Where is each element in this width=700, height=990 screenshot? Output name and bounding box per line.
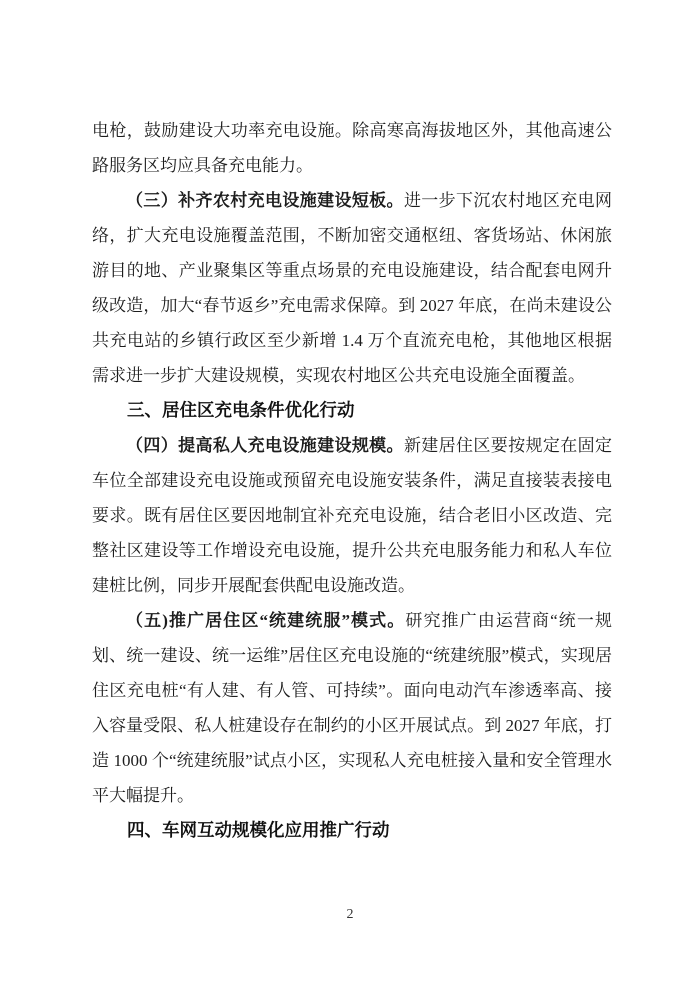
paragraph-text: 进一步下沉农村地区充电网络，扩大充电设施覆盖范围，不断加密交通枢纽、客货场站、休闲旅游目的地、产业聚集区等重点场景的充电设施建设，结合配套电网升级改造，加大“春节返乡”充电需求保障。到 2027 年底，在尚未建设公共充电站的乡镇行政区至少新增 1.4 万个直流充电枪，其他地区根据需求进一步扩大建设规模，实现农村地区公共充电设施全面覆盖。: [92, 191, 613, 385]
paragraph-text: 研究推广由运营商“统一规划、统一建设、统一运维”居住区充电设施的“统建统服”模式，实现居住区充电桩“有人建、有人管、可持续”。面向电动汽车渗透率高、接入容量受限、私人桩建设存在制约的小区开展试点。到 2027 年底，打造 1000 个“统建统服”试点小区，实现私人充电桩接入量和安全管理水平大幅提升。: [92, 611, 612, 805]
paragraph-lead: （四）提高私人充电设施建设规模。: [126, 436, 404, 455]
page-number: 2: [346, 907, 354, 922]
paragraph-text: 电枪，鼓励建设大功率充电设施。除高寒高海拔地区外，其他高速公路服务区均应具备充电能力。: [92, 121, 612, 175]
paragraph-item-5: [92, 603, 612, 813]
paragraph-lead: （五)推广居住区“统建统服”模式。: [126, 611, 406, 630]
paragraph-lead: （三）补齐农村充电设施建设短板。: [126, 191, 404, 210]
paragraph-item-4: [92, 428, 612, 603]
section-heading-4: 四、车网互动规模化应用推广行动: [127, 820, 390, 840]
section-heading-3: 三、居住区充电条件优化行动: [127, 400, 355, 420]
paragraph-text: 新建居住区要按规定在固定车位全部建设充电设施或预留充电设施安装条件，满足直接装表接电要求。既有居住区要因地制宜补充充电设施，结合老旧小区改造、完整社区建设等工作增设充电设施，提升公共充电服务能力和私人车位建桩比例，同步开展配套供配电设施改造。: [92, 436, 613, 595]
paragraph-continuation: [92, 113, 612, 183]
document-body: [92, 113, 612, 848]
paragraph-item-3: [92, 183, 612, 393]
